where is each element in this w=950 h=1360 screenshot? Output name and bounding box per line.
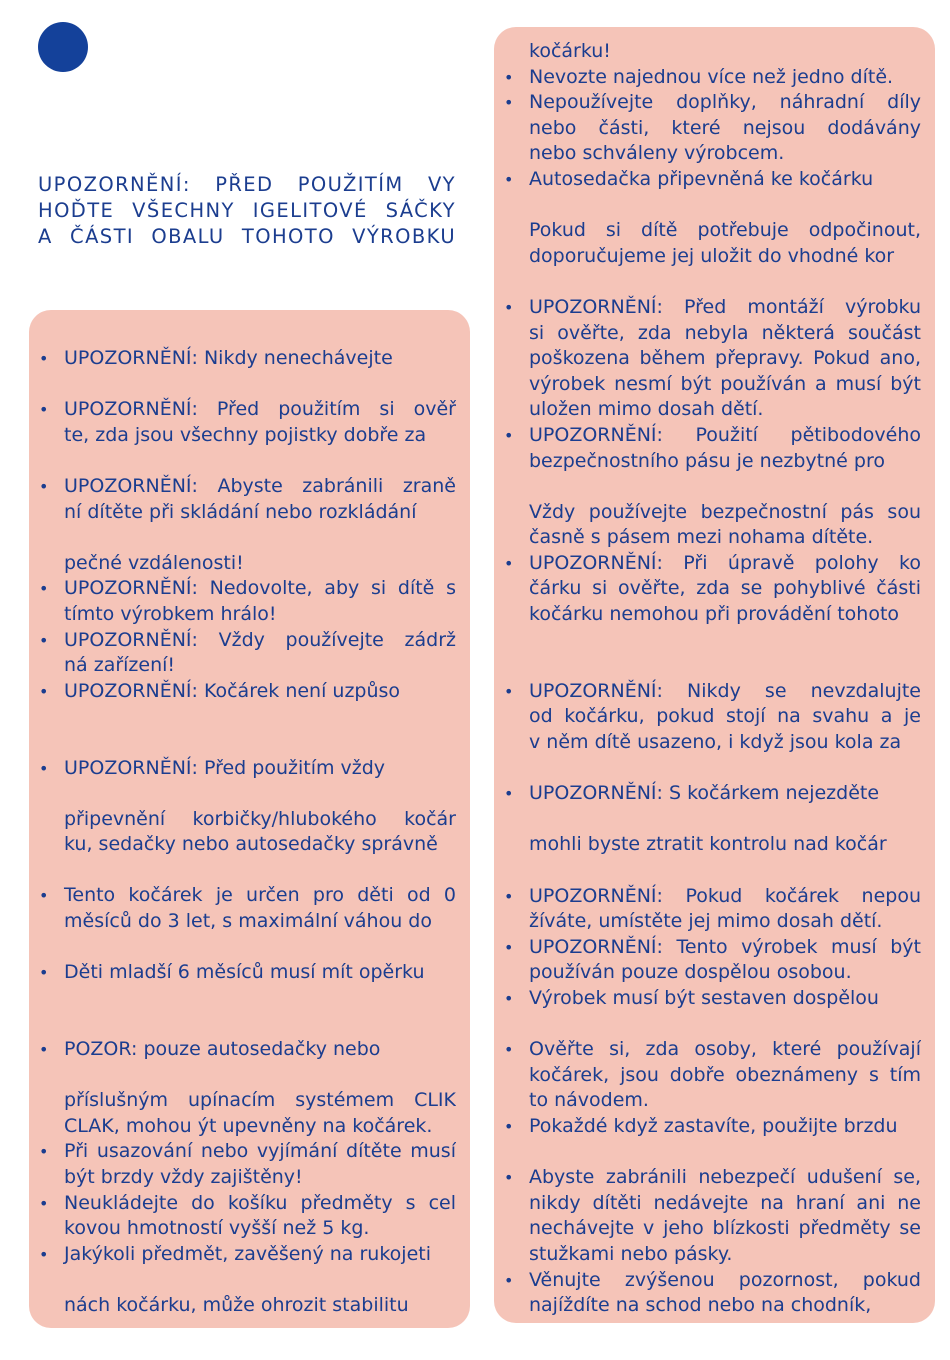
warning-text-line xyxy=(504,1012,921,1038)
headline-line: UPOZORNĚNÍ: PŘED POUŽITÍM VY xyxy=(38,173,456,196)
warning-text-line: Vždy používejte bezpečnostní pás sou xyxy=(529,500,921,523)
warning-item-line: • Nepoužívejte doplňky, náhradní díly xyxy=(504,90,921,116)
warning-text-line xyxy=(39,1267,456,1293)
warning-text-line xyxy=(39,781,456,807)
warning-headline xyxy=(38,172,456,250)
warning-text-line: nebo části, které nejsou dodávány xyxy=(529,116,921,139)
warning-text-line: to návodem. xyxy=(529,1089,649,1112)
warning-text-line xyxy=(39,525,456,551)
warning-text-line: kovou hmotností vyšší než 5 kg. xyxy=(64,1217,370,1240)
warning-text-line xyxy=(39,935,456,961)
warning-item-line: • Věnujte zvýšenou pozornost, pokud xyxy=(504,1268,921,1294)
warning-text-line: CLAK, mohou ýt upevněny na kočárek. xyxy=(64,1114,433,1137)
warning-text-line: od kočárku, pokud stojí na svahu a je xyxy=(529,705,921,728)
warning-item-line: • POZOR: pouze autosedačky nebo xyxy=(39,1037,456,1063)
warning-text-line: pečné vzdálenosti! xyxy=(64,551,244,574)
warning-text-line xyxy=(39,986,456,1012)
warning-text-line: nechávejte v jeho blízkosti předměty se xyxy=(529,1217,921,1240)
warning-item-line: • Neukládejte do košíku předměty s cel xyxy=(39,1191,456,1217)
warning-item-line: • UPOZORNĚNÍ: Nedovolte, aby si dítě s xyxy=(39,576,456,602)
warning-item-line: • UPOZORNĚNÍ: Při úpravě polohy ko xyxy=(504,551,921,577)
warning-item-line: • Při usazování nebo vyjímání dítěte musí xyxy=(39,1139,456,1165)
warning-text-line: kočárek, jsou dobře obeznámeny s tím xyxy=(529,1063,921,1086)
warning-text-line: tímto výrobkem hrálo! xyxy=(64,602,277,625)
warnings-panel-left xyxy=(29,310,470,1328)
warning-text-line xyxy=(504,858,921,884)
warning-item-line: • Ověřte si, zda osoby, které používají xyxy=(504,1037,921,1063)
warning-text-line xyxy=(39,1011,456,1037)
warning-text-line: příslušným upínacím systémem CLIK xyxy=(64,1089,456,1112)
warning-text-line: te, zda jsou všechny pojistky dobře za xyxy=(64,423,427,446)
warning-text-line xyxy=(39,730,456,756)
warning-text-line xyxy=(504,193,921,219)
headline-line: HOĎTE VŠECHNY IGELITOVÉ SÁČKY xyxy=(38,199,456,222)
warning-text-line: stužkami nebo pásky. xyxy=(529,1242,733,1265)
warning-text-line: v něm dítě usazeno, i když jsou kola za xyxy=(529,731,902,754)
warning-text-line: ku, sedačky nebo autosedačky správně xyxy=(64,833,438,856)
warning-text-line xyxy=(504,474,921,500)
warning-text-line xyxy=(504,653,921,679)
warning-text-line: ní dítěte při skládání nebo rozkládání xyxy=(64,500,417,523)
warning-text-line xyxy=(504,628,921,654)
warning-text-line: nebo schváleny výrobcem. xyxy=(529,142,785,165)
warning-text-line xyxy=(39,448,456,474)
warning-item-line: • UPOZORNĚNÍ: Nikdy se nevzdalujte xyxy=(504,679,921,705)
warning-text-line: bezpečnostního pásu je nezbytné pro xyxy=(529,449,885,472)
warning-item-line: • UPOZORNĚNÍ: Tento výrobek musí být xyxy=(504,935,921,961)
warning-item-line: • UPOZORNĚNÍ: Abyste zabránili zraně xyxy=(39,474,456,500)
warning-text-line: uložen mimo dosah dětí. xyxy=(529,398,764,421)
warning-text-line: používán pouze dospělou osobou. xyxy=(529,961,852,984)
warning-item-line: • Tento kočárek je určen pro děti od 0 xyxy=(39,883,456,909)
warning-item-line: • UPOZORNĚNÍ: Před použitím si ověř xyxy=(39,397,456,423)
warning-item-line: • UPOZORNĚNÍ: Vždy používejte zádrž xyxy=(39,628,456,654)
warning-item-line: • Abyste zabránili nebezpečí udušení se, xyxy=(504,1165,921,1191)
warning-item-line: • UPOZORNĚNÍ: S kočárkem nejezděte xyxy=(504,781,921,807)
warning-text-line: časně s pásem mezi nohama dítěte. xyxy=(529,526,874,549)
warning-text-line: doporučujeme jej uložit do vhodné kor xyxy=(529,244,895,267)
warning-item-line: • UPOZORNĚNÍ: Před montáží výrobku xyxy=(504,295,921,321)
warning-text-line: měsíců do 3 let, s maximální váhou do xyxy=(64,910,432,933)
warning-item-line: • UPOZORNĚNÍ: Před použitím vždy xyxy=(39,756,456,782)
warning-text-line: Pokud si dítě potřebuje odpočinout, xyxy=(529,219,921,242)
warning-text-line xyxy=(504,1140,921,1166)
warning-text-line: být brzdy vždy zajištěny! xyxy=(64,1166,303,1188)
headline-line: A ČÁSTI OBALU TOHOTO VÝROBKU xyxy=(38,225,456,248)
warnings-panel-right xyxy=(494,27,935,1323)
warning-item-line: • Nevozte najednou více než jedno dítě. xyxy=(504,65,921,91)
warning-text-line: připevnění korbičky/hlubokého kočár xyxy=(64,807,456,830)
warning-item-line: • UPOZORNĚNÍ: Kočárek není uzpůso xyxy=(39,679,456,705)
warning-text-line: žíváte, umístěte jej mimo dosah dětí. xyxy=(529,910,883,933)
warning-text-line: ná zařízení! xyxy=(64,654,176,677)
warning-text-line: mohli byste ztratit kontrolu nad kočár xyxy=(529,833,887,856)
warning-item-line: • UPOZORNĚNÍ: Použití pětibodového xyxy=(504,423,921,449)
warning-text-line: kočárku! xyxy=(529,40,611,62)
warning-text-line: nikdy dítěti nedávejte na hraní ani ne xyxy=(529,1191,921,1214)
warning-text-line xyxy=(39,858,456,884)
warning-text-line: nách kočárku, může ohrozit stabilitu xyxy=(64,1293,409,1316)
warning-item-line: • Jakýkoli předmět, zavěšený na rukojeti xyxy=(39,1242,456,1268)
warning-item-line: • Pokaždé když zastavíte, použijte brzdu xyxy=(504,1114,921,1140)
warning-text-line: čárku si ověřte, zda se pohyblivé části xyxy=(529,577,921,600)
warning-text-line xyxy=(39,1063,456,1089)
warning-item-line: • Výrobek musí být sestaven dospělou xyxy=(504,986,921,1012)
warning-item-line: • Děti mladší 6 měsíců musí mít opěrku xyxy=(39,960,456,986)
warning-item-line: • UPOZORNĚNÍ: Nikdy nenechávejte xyxy=(39,346,456,372)
warning-text-line: kočárku nemohou při provádění tohoto xyxy=(529,603,900,626)
warning-text-line xyxy=(504,756,921,782)
warning-text-line: poškozena během přepravy. Pokud ano, xyxy=(529,347,921,370)
warning-item-line: • Autosedačka připevněná ke kočárku xyxy=(504,167,921,193)
warning-text-line xyxy=(39,372,456,398)
warning-text-line xyxy=(39,704,456,730)
warning-text-line xyxy=(504,269,921,295)
warning-text-line: výrobek nesmí být používán a musí být xyxy=(529,372,921,395)
brand-dot-icon xyxy=(38,22,88,72)
warning-text-line xyxy=(504,807,921,833)
warning-item-line: • UPOZORNĚNÍ: Pokud kočárek nepou xyxy=(504,884,921,910)
warning-text-line: si ověřte, zda nebyla některá součást xyxy=(529,321,921,344)
warning-text-line: najíždíte na schod nebo na chodník, xyxy=(529,1294,872,1317)
